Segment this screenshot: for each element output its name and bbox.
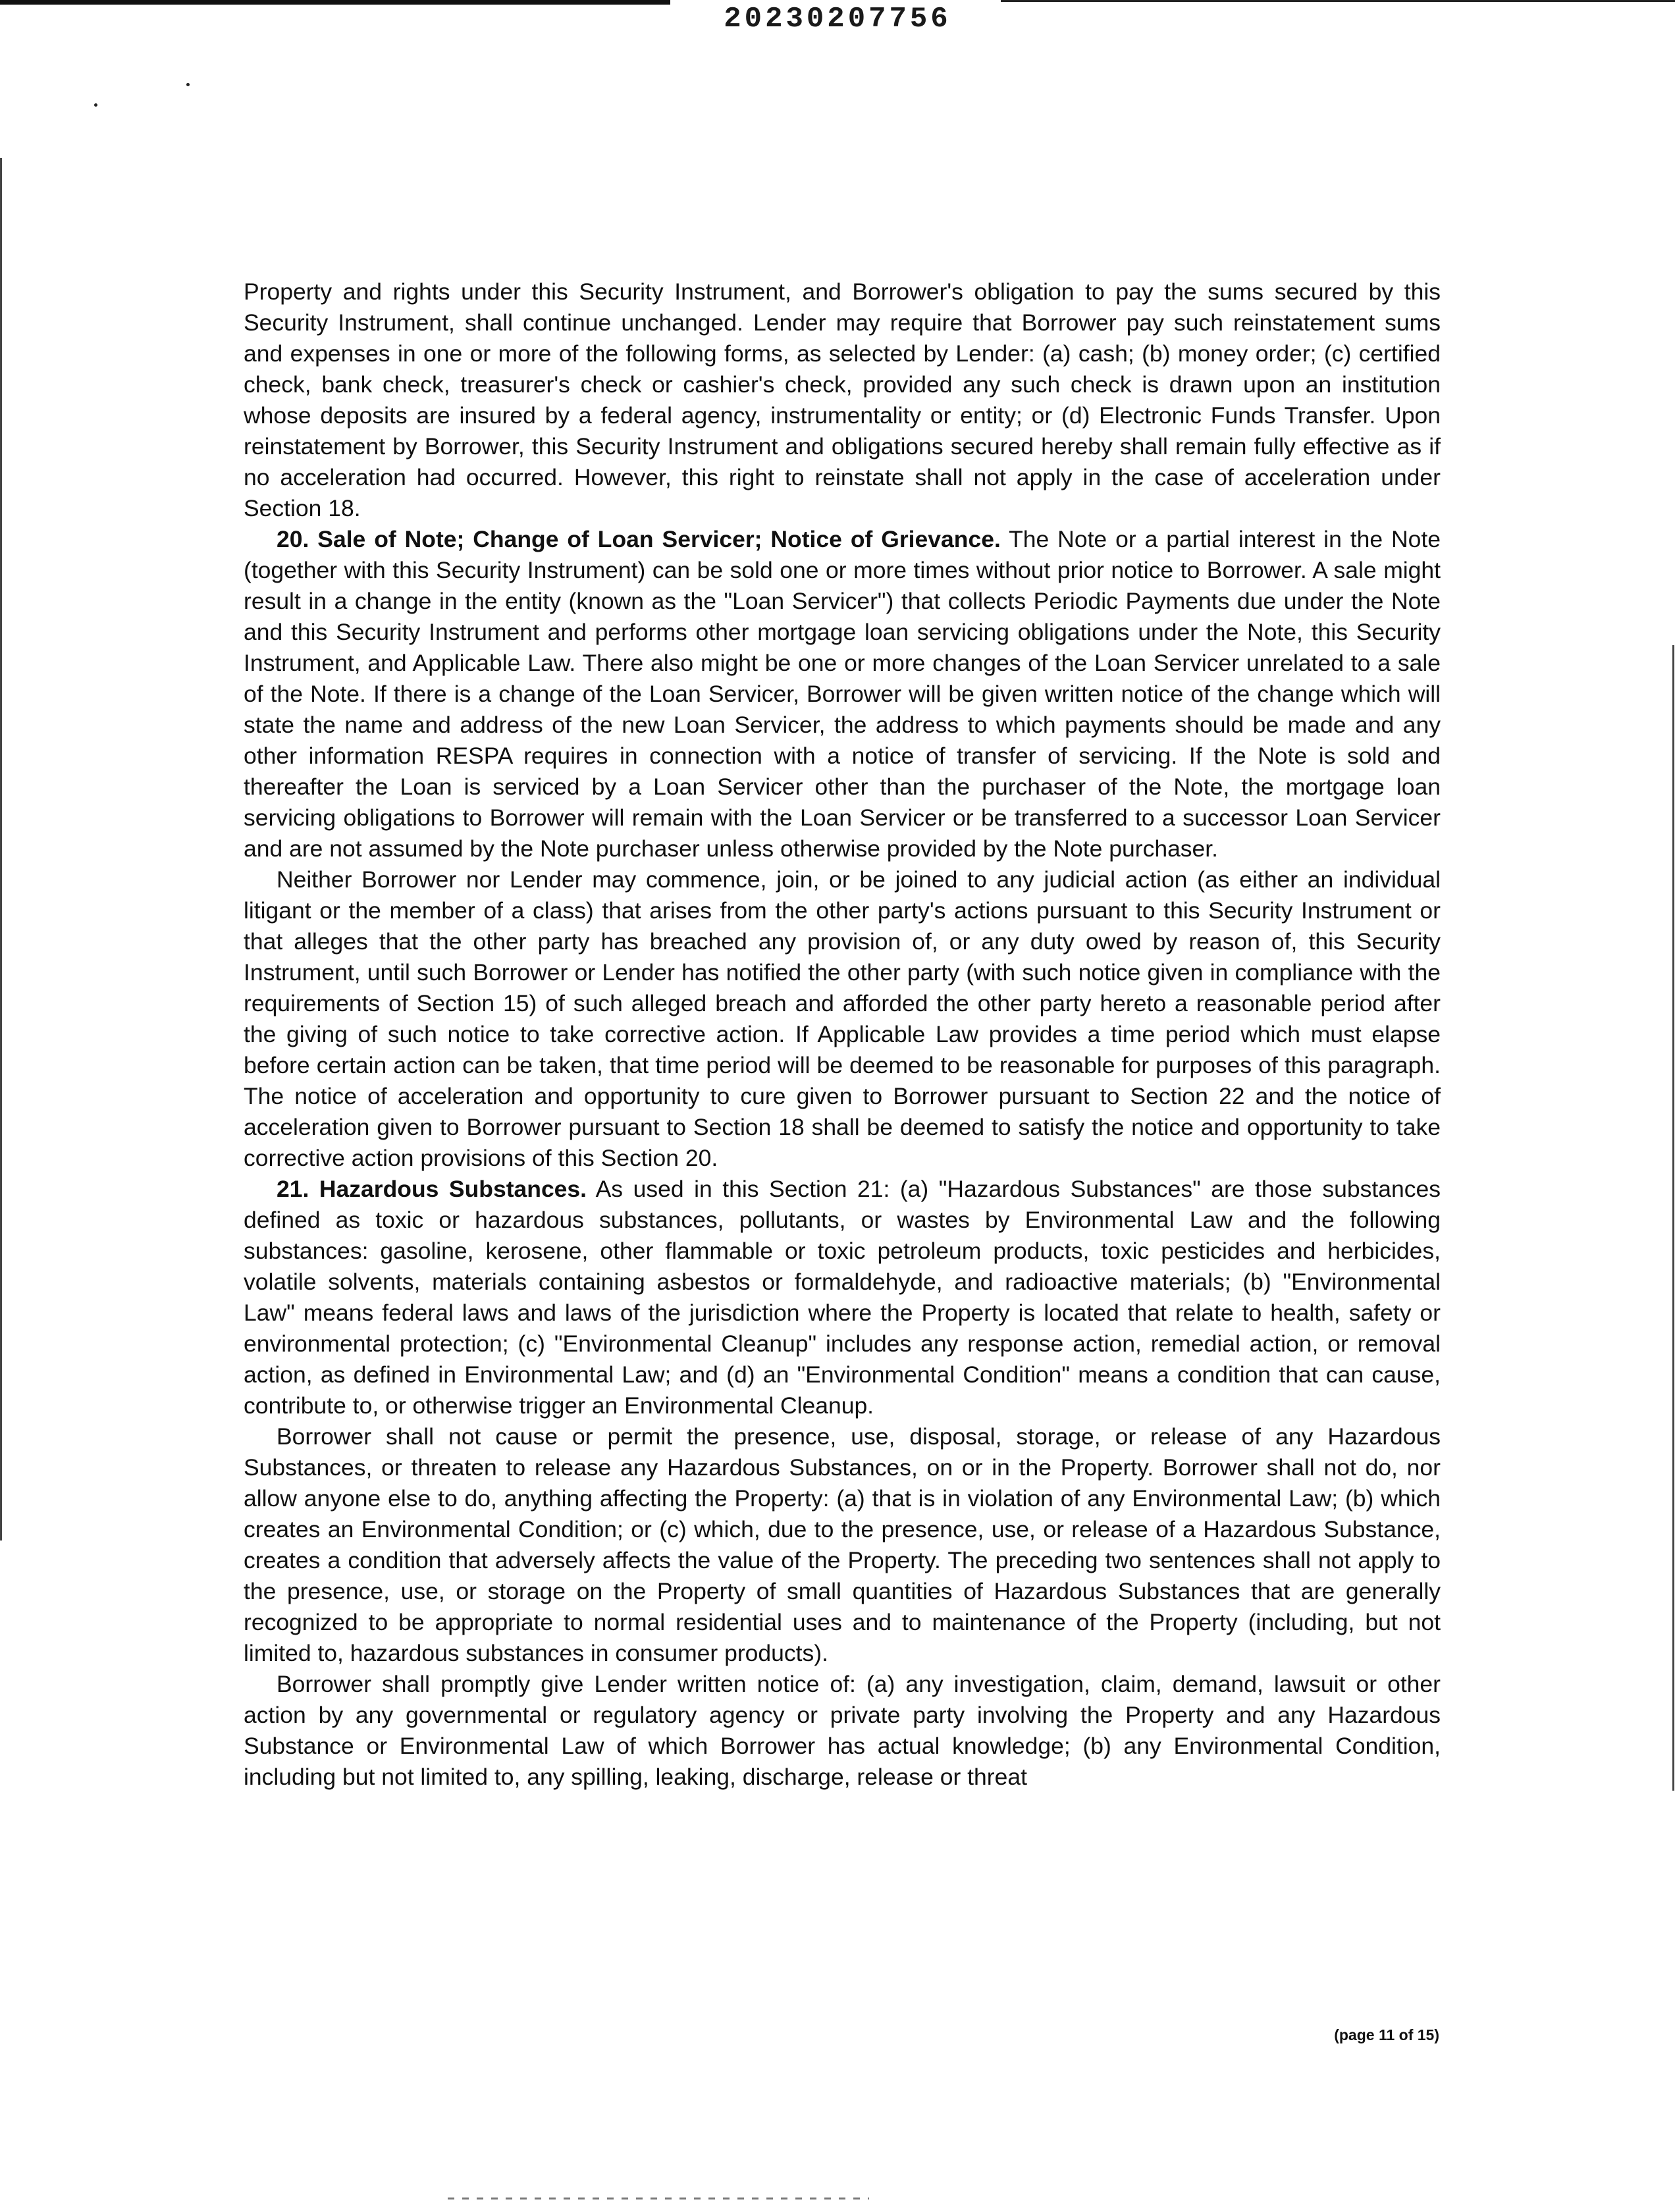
scan-edge-right bbox=[1672, 645, 1674, 1791]
scan-speck bbox=[186, 83, 190, 86]
paragraph-hazardous-notice: Borrower shall promptly give Lender written notice of: (a) any investigation, claim, demand, lawsuit or other action by any governmental or regulatory agency or private party involving the Property and any Hazardous Substance or Environmental Law of which Borrower has actual knowledge; (b) any Environmental Condition, including but not limited to, any spilling, leaking, discharge, release or threat bbox=[244, 1671, 1441, 1790]
page-number: (page 11 of 15) bbox=[1334, 2026, 1439, 2043]
document-number: 20230207756 bbox=[724, 3, 951, 36]
document-body bbox=[244, 276, 1441, 1793]
scan-speck bbox=[94, 103, 97, 107]
section-20-paragraph bbox=[244, 524, 1441, 864]
paragraph-judicial-action: Neither Borrower nor Lender may commence, join, or be joined to any judicial action (as either an individual litigant or the member of a class) that arises from the other party's actions pursuant to this Security Instrument or that alleges that the other party has breached any provision of, or any duty owed by reason of, this Security Instrument, until such Borrower or Lender has notified the other party (with such notice given in compliance with the requirements of Section 15) of such alleged breach and afforded the other party hereto a reasonable period after the giving of such notice to take corrective action. If Applicable Law provides a time period which must elapse before certain action can be taken, that time period will be deemed to be reasonable for purposes of this paragraph. The notice of acceleration and opportunity to cure given to Borrower pursuant to Section 22 and the notice of acceleration given to Borrower pursuant to Section 18 shall be deemed to satisfy the notice and opportunity to take corrective action provisions of this Section 20. bbox=[244, 866, 1441, 1171]
paragraph-hazardous-presence: Borrower shall not cause or permit the presence, use, disposal, storage, or release of any Hazardous Substances, or threaten to release any Hazardous Substances, on or in the Property. Borrower shall not do, nor allow anyone else to do, anything affecting the Property: (a) that is in violation of any Environmental Law; (b) which creates an Environmental Condition; or (c) which, due to the presence, use, or release of a Hazardous Substance, creates a condition that adversely affects the value of the Property. The preceding two sentences shall not apply to the presence, use, or storage on the Property of small quantities of Hazardous Substances that are generally recognized to be appropriate to normal residential uses and to maintenance of the Property (including, but not limited to, hazardous substances in consumer products). bbox=[244, 1423, 1441, 1666]
paragraph-reinstatement-continued: Property and rights under this Security Instrument, and Borrower's obligation to pay the sums secured by this Security Instrument, shall continue unchanged. Lender may require that Borrower pay such reinstatement sums and expenses in one or more of the following forms, as selected by Lender: (a) cash; (b) money order; (c) certified check, bank check, treasurer's check or cashier's check, provided any such check is drawn upon an institution whose deposits are insured by a federal agency, instrumentality or entity; or (d) Electronic Funds Transfer. Upon reinstatement by Borrower, this Security Instrument and obligations secured hereby shall remain fully effective as if no acceleration had occurred. However, this right to reinstate shall not apply in the case of acceleration under Section 18. bbox=[244, 278, 1441, 521]
section-21-heading: 21. Hazardous Substances. bbox=[277, 1176, 587, 1202]
top-rule-right bbox=[1001, 0, 1675, 2]
section-21-paragraph bbox=[244, 1174, 1441, 1421]
scan-bottom-marks bbox=[448, 2198, 869, 2199]
section-20-heading: 20. Sale of Note; Change of Loan Servicer; Notice of Grievance. bbox=[277, 526, 1001, 552]
section-21-text: As used in this Section 21: (a) "Hazardous Substances" are those substances defined as toxic or hazardous substances, pollutants, or wastes by Environmental Law and the following substances: gasoline, kerosene, other flammable or toxic petroleum products, toxic pesticides and herbicides, volatile solvents, materials containing asbestos or formaldehyde, and radioactive materials; (b) "Environmental Law" means federal laws and laws of the jurisdiction where the Property is located that relate to health, safety or environmental protection; (c) "Environmental Cleanup" includes any response action, remedial action, or removal action, as defined in Environmental Law; and (d) an "Environmental Condition" means a condition that can cause, contribute to, or otherwise trigger an Environmental Cleanup. bbox=[244, 1176, 1441, 1419]
scan-edge-left bbox=[0, 158, 2, 1540]
section-20-text: The Note or a partial interest in the Note (together with this Security Instrument) can be sold one or more times without prior notice to Borrower. A sale might result in a change in the entity (known as the "Loan Servicer") that collects Periodic Payments due under the Note and this Security Instrument and performs other mortgage loan servicing obligations under the Note, this Security Instrument, and Applicable Law. There also might be one or more changes of the Loan Servicer unrelated to a sale of the Note. If there is a change of the Loan Servicer, Borrower will be given written notice of the change which will state the name and address of the new Loan Servicer, the address to which payments should be made and any other information RESPA requires in connection with a notice of transfer of servicing. If the Note is sold and thereafter the Loan is serviced by a Loan Servicer other than the purchaser of the Note, the mortgage loan servicing obligations to Borrower will remain with the Loan Servicer or be transferred to a successor Loan Servicer and are not assumed by the Note purchaser unless otherwise provided by the Note purchaser. bbox=[244, 526, 1441, 862]
